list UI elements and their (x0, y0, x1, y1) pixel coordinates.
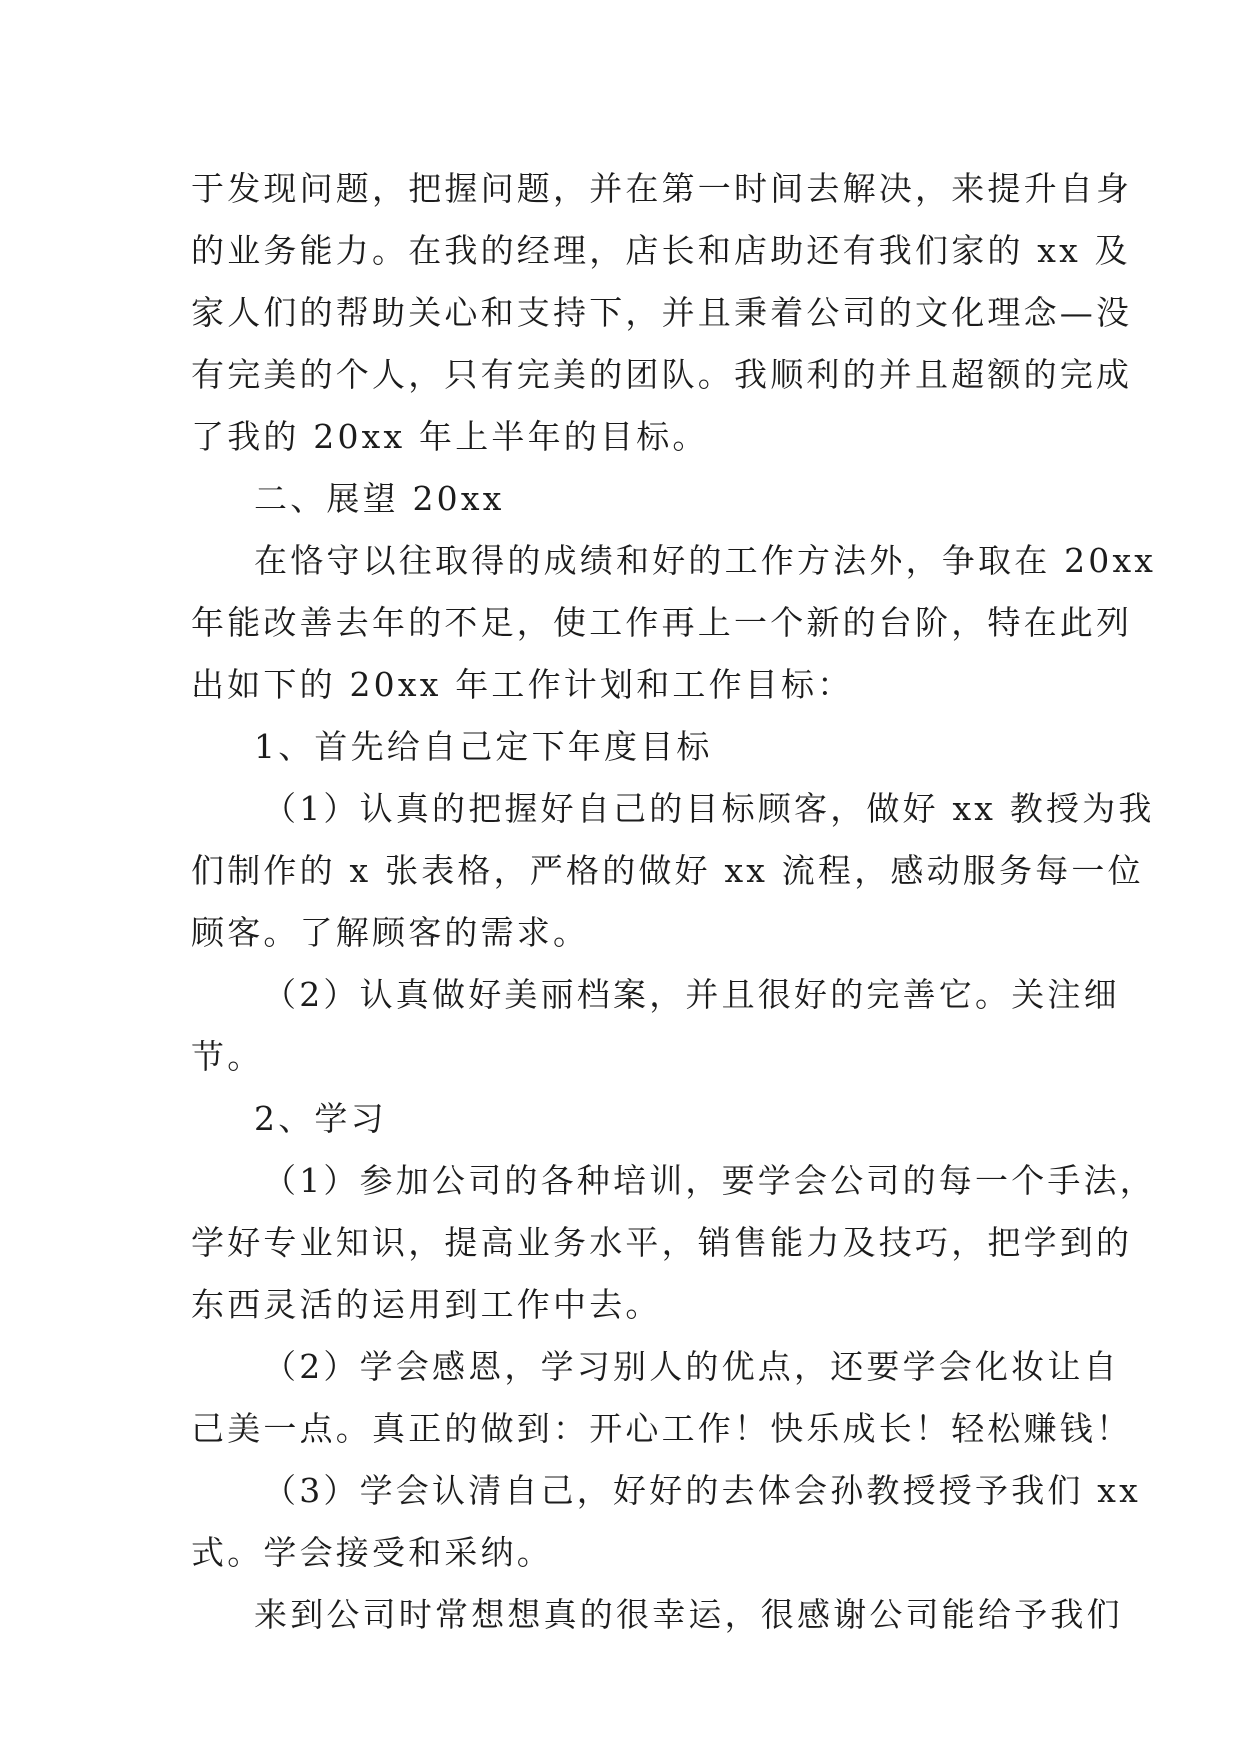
list-item: （2）学会感恩，学习别人的优点，还要学会化妆让自 (263, 1347, 1120, 1386)
paragraph-line: 学好专业知识，提高业务水平，销售能力及技巧，把学到的 (191, 1223, 1133, 1262)
list-heading: 2、学习 (254, 1099, 387, 1138)
list-item: （3）学会认清自己，好好的去体会孙教授授予我们 xx (263, 1471, 1141, 1510)
paragraph-line: 顾客。了解顾客的需求。 (191, 913, 590, 952)
paragraph-line: 己美一点。真正的做到：开心工作！快乐成长！轻松赚钱！ (191, 1409, 1133, 1448)
paragraph-line: 年能改善去年的不足，使工作再上一个新的台阶，特在此列 (191, 603, 1133, 642)
paragraph-line: 来到公司时常想想真的很幸运，很感谢公司能给予我们 (254, 1595, 1123, 1634)
paragraph-line: 节。 (191, 1037, 264, 1076)
paragraph-line: 有完美的个人，只有完美的团队。我顺利的并且超额的完成 (191, 355, 1133, 394)
document-body (191, 158, 1157, 1646)
paragraph-line: 在恪守以往取得的成绩和好的工作方法外，争取在 20xx (254, 541, 1157, 580)
paragraph-line: 的业务能力。在我的经理，店长和店助还有我们家的 xx 及 (191, 231, 1131, 270)
paragraph-line: 出如下的 20xx 年工作计划和工作目标： (191, 665, 854, 704)
list-item: （1）认真的把握好自己的目标顾客，做好 xx 教授为我 (263, 789, 1155, 828)
paragraph-line: 于发现问题，把握问题，并在第一时间去解决，来提升自身 (191, 169, 1133, 208)
paragraph-line: 们制作的 x 张表格，严格的做好 xx 流程，感动服务每一位 (191, 851, 1144, 890)
list-item: （2）认真做好美丽档案，并且很好的完善它。关注细 (263, 975, 1120, 1014)
list-heading: 1、首先给自己定下年度目标 (254, 727, 713, 766)
paragraph-line: 了我的 20xx 年上半年的目标。 (191, 417, 709, 456)
paragraph-line: 东西灵活的运用到工作中去。 (191, 1285, 662, 1324)
paragraph-line: 家人们的帮助关心和支持下，并且秉着公司的文化理念—没 (191, 293, 1133, 332)
paragraph-line: 式。学会接受和采纳。 (191, 1533, 553, 1572)
list-item: （1）参加公司的各种培训，要学会公司的每一个手法， (263, 1161, 1156, 1200)
section-heading: 二、展望 20xx (254, 479, 505, 518)
